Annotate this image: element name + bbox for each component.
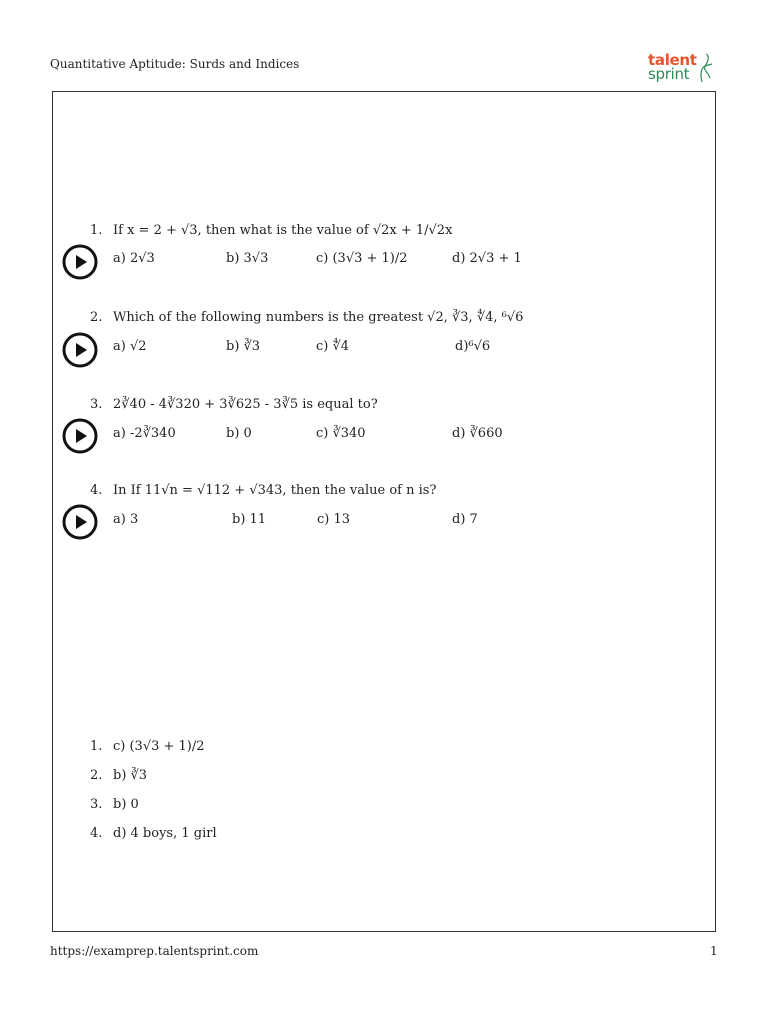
play-icon[interactable] <box>62 244 98 280</box>
option-b[interactable]: b) 3√3 <box>226 251 269 266</box>
page-number: 1 <box>710 944 718 958</box>
answer-number: 4. <box>90 826 103 841</box>
play-icon[interactable] <box>62 418 98 454</box>
answer-text: b) ∛3 <box>113 768 148 783</box>
answer-number: 1. <box>90 739 103 754</box>
option-c[interactable]: c) 13 <box>317 512 351 527</box>
runner-icon <box>696 52 716 84</box>
question-text: Which of the following numbers is the greatest √2, ∛3, ∜4, ⁶√6 <box>113 310 524 325</box>
play-icon[interactable] <box>62 332 98 368</box>
footer-url-link[interactable]: https://examprep.talentsprint.com <box>50 944 259 958</box>
question-text: In If 11√n = √112 + √343, then the value of n is? <box>113 483 437 498</box>
option-c[interactable]: c) ∜4 <box>316 339 350 354</box>
content-frame <box>52 91 716 932</box>
talentsprint-logo <box>648 52 718 88</box>
question-number: 2. <box>90 310 103 325</box>
option-a[interactable]: a) 2√3 <box>113 251 155 266</box>
option-a[interactable]: a) √2 <box>113 339 147 354</box>
option-d[interactable]: d) ∛660 <box>452 426 503 441</box>
answer-text: c) (3√3 + 1)/2 <box>113 739 205 754</box>
question-text: If x = 2 + √3, then what is the value of √2x + 1/√2x <box>113 223 453 238</box>
option-b[interactable]: b) 11 <box>232 512 267 527</box>
page-header-title: Quantitative Aptitude: Surds and Indices <box>50 57 300 71</box>
answer-text: d) 4 boys, 1 girl <box>113 826 217 841</box>
answer-text: b) 0 <box>113 797 139 812</box>
option-b[interactable]: b) 0 <box>226 426 252 441</box>
option-d[interactable]: d) 2√3 + 1 <box>452 251 522 266</box>
option-a[interactable]: a) -2∛340 <box>113 426 176 441</box>
option-d[interactable]: d)⁶√6 <box>455 339 491 354</box>
option-b[interactable]: b) ∛3 <box>226 339 261 354</box>
question-number: 1. <box>90 223 103 238</box>
question-number: 4. <box>90 483 103 498</box>
logo-text-talent: talent <box>648 51 697 69</box>
answer-number: 3. <box>90 797 103 812</box>
play-icon[interactable] <box>62 504 98 540</box>
question-text: 2∛40 - 4∛320 + 3∛625 - 3∛5 is equal to? <box>113 397 378 412</box>
option-a[interactable]: a) 3 <box>113 512 139 527</box>
option-c[interactable]: c) ∛340 <box>316 426 366 441</box>
logo-text-sprint: sprint <box>648 65 690 83</box>
option-d[interactable]: d) 7 <box>452 512 478 527</box>
question-number: 3. <box>90 397 103 412</box>
answer-number: 2. <box>90 768 103 783</box>
option-c[interactable]: c) (3√3 + 1)/2 <box>316 251 408 266</box>
